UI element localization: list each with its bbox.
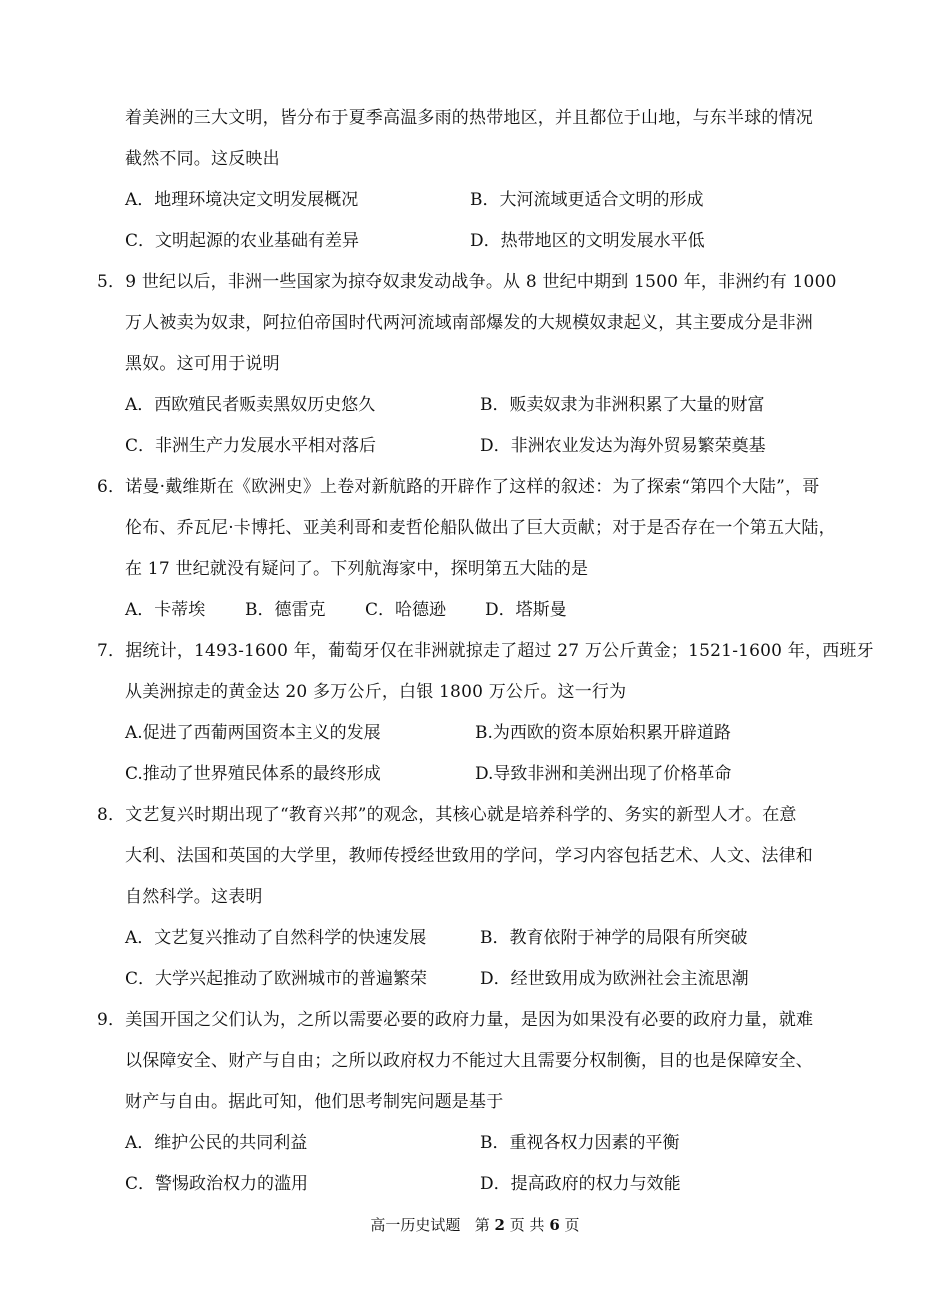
footer-page-mid: 页 共 — [509, 1216, 545, 1234]
q5-option-c: C．非洲生产力发展水平相对落后 — [125, 436, 377, 456]
q6-option-d: D．塔斯曼 — [485, 600, 567, 620]
q6-option-b: B．德雷克 — [245, 600, 326, 620]
q8-option-d: D．经世致用成为欧洲社会主流思潮 — [480, 969, 749, 989]
q8-option-b: B．教育依附于神学的局限有所突破 — [480, 928, 748, 948]
q7-option-c: C.推动了世界殖民体系的最终形成 — [125, 764, 381, 784]
footer-page-number: 2 — [494, 1216, 505, 1234]
q6-option-c: C．哈德逊 — [365, 600, 447, 620]
q5-stem-line2: 万人被卖为奴隶，阿拉伯帝国时代两河流域南部爆发的大规模奴隶起义，其主要成分是非洲 — [125, 313, 813, 333]
q6-stem-line1: 6．诺曼·戴维斯在《欧洲史》上卷对新航路的开辟作了这样的叙述：为了探索“第四个大陆”，哥 — [97, 477, 820, 497]
q4-option-b: B．大河流域更适合文明的形成 — [470, 190, 704, 210]
footer-title: 高一历史试题 — [370, 1216, 461, 1234]
footer-page-suffix: 页 — [564, 1216, 580, 1234]
q7-stem-line2: 从美洲掠走的黄金达 20 多万公斤，白银 1800 万公斤。这一行为 — [125, 682, 627, 702]
q4-stem-line2: 截然不同。这反映出 — [125, 149, 280, 169]
q7-stem-line1: 7．据统计，1493-1600 年，葡萄牙仅在非洲就掠走了超过 27 万公斤黄金；1521-1600 年，西班牙 — [97, 641, 874, 661]
q9-stem-line1: 9．美国开国之父们认为，之所以需要必要的政府力量，是因为如果没有必要的政府力量，就难 — [97, 1010, 814, 1030]
q5-stem-line3: 黑奴。这可用于说明 — [125, 354, 280, 374]
q7-option-b: B.为西欧的资本原始积累开辟道路 — [475, 723, 731, 743]
q6-stem-line2: 伦布、乔瓦尼·卡博托、亚美利哥和麦哲伦船队做出了巨大贡献；对于是否存在一个第五大陆， — [125, 518, 836, 538]
q9-option-a: A．维护公民的共同利益 — [125, 1133, 308, 1153]
footer-page-prefix: 第 — [474, 1216, 490, 1234]
q9-option-b: B．重视各权力因素的平衡 — [480, 1133, 680, 1153]
q8-stem-line3: 自然科学。这表明 — [125, 887, 263, 907]
q8-option-a: A．文艺复兴推动了自然科学的快速发展 — [125, 928, 427, 948]
q4-option-a: A．地理环境决定文明发展概况 — [125, 190, 359, 210]
q9-option-d: D．提高政府的权力与效能 — [480, 1174, 681, 1194]
q6-option-a: A．卡蒂埃 — [125, 600, 206, 620]
q8-stem-line1: 8．文艺复兴时期出现了“教育兴邦”的观念，其核心就是培养科学的、务实的新型人才。在意 — [97, 805, 797, 825]
q4-option-c: C．文明起源的农业基础有差异 — [125, 231, 360, 251]
q6-stem-line3: 在 17 世纪就没有疑问了。下列航海家中，探明第五大陆的是 — [125, 559, 589, 579]
q9-option-c: C．警惕政治权力的滥用 — [125, 1174, 309, 1194]
q5-option-d: D．非洲农业发达为海外贸易繁荣奠基 — [480, 436, 766, 456]
q8-option-c: C．大学兴起推动了欧洲城市的普遍繁荣 — [125, 969, 428, 989]
q7-option-a: A.促进了西葡两国资本主义的发展 — [125, 723, 381, 743]
q5-stem-line1: 5．9 世纪以后，非洲一些国家为掠夺奴隶发动战争。从 8 世纪中期到 1500 年，非洲约有 1000 — [97, 272, 837, 292]
q7-option-d: D.导致非洲和美洲出现了价格革命 — [475, 764, 732, 784]
page-footer — [0, 1214, 950, 1236]
q9-stem-line2: 以保障安全、财产与自由；之所以政府权力不能过大且需要分权制衡，目的也是保障安全、 — [125, 1051, 813, 1071]
footer-page-total: 6 — [549, 1216, 560, 1234]
q4-option-d: D．热带地区的文明发展水平低 — [470, 231, 705, 251]
q5-option-a: A．西欧殖民者贩卖黑奴历史悠久 — [125, 395, 376, 415]
q9-stem-line3: 财产与自由。据此可知，他们思考制宪问题是基于 — [125, 1092, 504, 1112]
q4-stem-line1: 着美洲的三大文明，皆分布于夏季高温多雨的热带地区，并且都位于山地，与东半球的情况 — [125, 108, 813, 128]
q5-option-b: B．贩卖奴隶为非洲积累了大量的财富 — [480, 395, 765, 415]
q8-stem-line2: 大利、法国和英国的大学里，教师传授经世致用的学问，学习内容包括艺术、人文、法律和 — [125, 846, 813, 866]
